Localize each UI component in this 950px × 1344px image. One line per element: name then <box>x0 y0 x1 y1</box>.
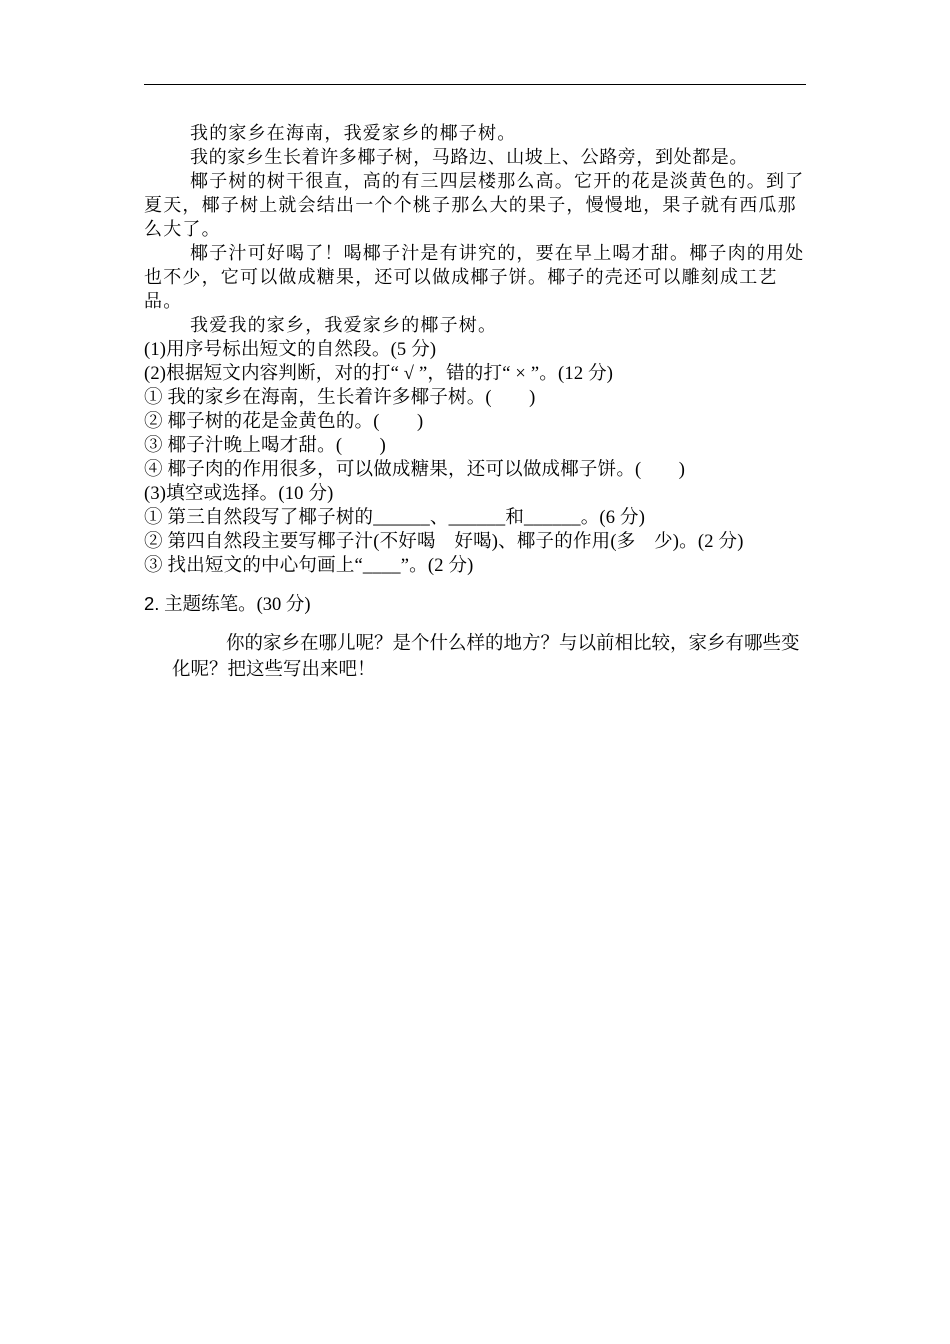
question-2-item-1: ① 我的家乡在海南，生长着许多椰子树。( ) <box>144 388 536 408</box>
paragraph-5: 我爱我的家乡，我爱家乡的椰子树。 <box>190 315 498 336</box>
question-3: (3)填空或选择。(10 分) <box>144 484 334 504</box>
paragraph-4: 椰子汁可好喝了！喝椰子汁是有讲究的，要在早上喝才甜。椰子肉的用处也不少，它可以做成糖果，还可以做成椰子饼。椰子的壳还可以雕刻成工艺品。 <box>144 243 805 312</box>
question-3-item-2: ② 第四自然段主要写椰子汁(不好喝 好喝)、椰子的作用(多 少)。(2 分) <box>144 532 744 552</box>
question-2-item-3: ③ 椰子汁晚上喝才甜。( ) <box>144 436 386 456</box>
question-3-item-3: ③ 找出短文的中心句画上“____”。(2 分) <box>144 556 474 576</box>
question-3-item-1: ① 第三自然段写了椰子树的______、______和______。(6 分) <box>144 508 646 528</box>
question-2: (2)根据短文内容判断，对的打“ √ ”，错的打“ × ”。(12 分) <box>144 364 614 384</box>
section-2-title: 主题练笔。(30 分) <box>164 595 311 615</box>
section-2-heading <box>144 592 814 617</box>
paragraph-2: 我的家乡生长着许多椰子树，马路边、山坡上、公路旁，到处都是。 <box>190 147 748 168</box>
question-2-item-4: ④ 椰子肉的作用很多，可以做成糖果，还可以做成椰子饼。( ) <box>144 460 686 480</box>
writing-prompt: 你的家乡在哪儿呢？是个什么样的地方？与以前相比较，家乡有哪些变化呢？把这些写出来吧！ <box>172 634 800 680</box>
question-1: (1)用序号标出短文的自然段。(5 分) <box>144 340 437 360</box>
section-2-number: 2. <box>144 593 160 614</box>
question-2-item-2: ② 椰子树的花是金黄色的。( ) <box>144 412 424 432</box>
paragraph-1: 我的家乡在海南，我爱家乡的椰子树。 <box>190 123 517 144</box>
worksheet <box>144 122 814 683</box>
header-rule <box>144 84 806 85</box>
reading-passage <box>144 122 814 338</box>
paragraph-3: 椰子树的树干很直，高的有三四层楼那么高。它开的花是淡黄色的。到了夏天，椰子树上就会结出一个个桃子那么大的果子，慢慢地，果子就有西瓜那么大了。 <box>144 171 805 240</box>
